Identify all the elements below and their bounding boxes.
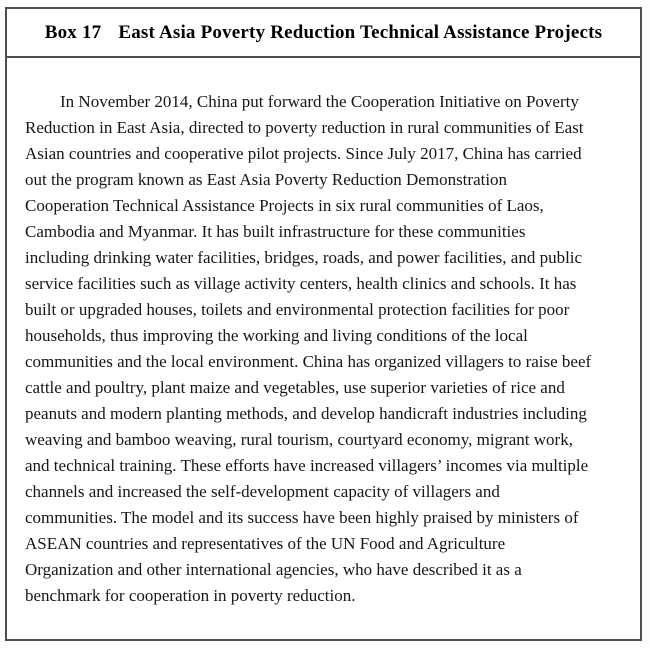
text-line: households, thus improving the working and living conditions of the local xyxy=(25,326,528,345)
text-line: built or upgraded houses, toilets and environmental protection facilities for poor xyxy=(25,300,570,319)
text-line: channels and increased the self-development capacity of villagers and xyxy=(25,482,500,501)
text-line: Cambodia and Myanmar. It has built infrastructure for these communities xyxy=(25,222,526,241)
text-line: Asian countries and cooperative pilot projects. Since July 2017, China has carried xyxy=(25,144,582,163)
box-label: Box 17 xyxy=(44,21,102,43)
text-line: Cooperation Technical Assistance Projects in six rural communities of Laos, xyxy=(25,196,544,215)
text-line: Reduction in East Asia, directed to poverty reduction in rural communities of East xyxy=(25,118,584,137)
text-line: Organization and other international agencies, who have described it as a xyxy=(25,560,522,579)
text-line: communities and the local environment. China has organized villagers to raise beef xyxy=(25,352,592,371)
box-title: East Asia Poverty Reduction Technical Assistance Projects xyxy=(118,21,603,43)
box-body-paragraph xyxy=(7,58,640,609)
box-17-container xyxy=(5,7,642,641)
text-line: ASEAN countries and representatives of the UN Food and Agriculture xyxy=(25,534,506,553)
text-line: In November 2014, China put forward the Cooperation Initiative on Poverty xyxy=(60,92,579,111)
text-line: service facilities such as village activity centers, health clinics and schools. It has xyxy=(25,274,577,293)
text-line: benchmark for cooperation in poverty reduction. xyxy=(25,586,356,605)
text-line: peanuts and modern planting methods, and develop handicraft industries including xyxy=(25,404,587,423)
text-line: communities. The model and its success have been highly praised by ministers of xyxy=(25,508,579,527)
text-line: weaving and bamboo weaving, rural tourism, courtyard economy, migrant work, xyxy=(25,430,573,449)
text-line: and technical training. These efforts have increased villagers’ incomes via multiple xyxy=(25,456,589,475)
text-line: cattle and poultry, plant maize and vegetables, use superior varieties of rice and xyxy=(25,378,565,397)
box-header xyxy=(7,9,640,58)
text-line: including drinking water facilities, bridges, roads, and power facilities, and public xyxy=(25,248,583,267)
text-line: out the program known as East Asia Poverty Reduction Demonstration xyxy=(25,170,508,189)
